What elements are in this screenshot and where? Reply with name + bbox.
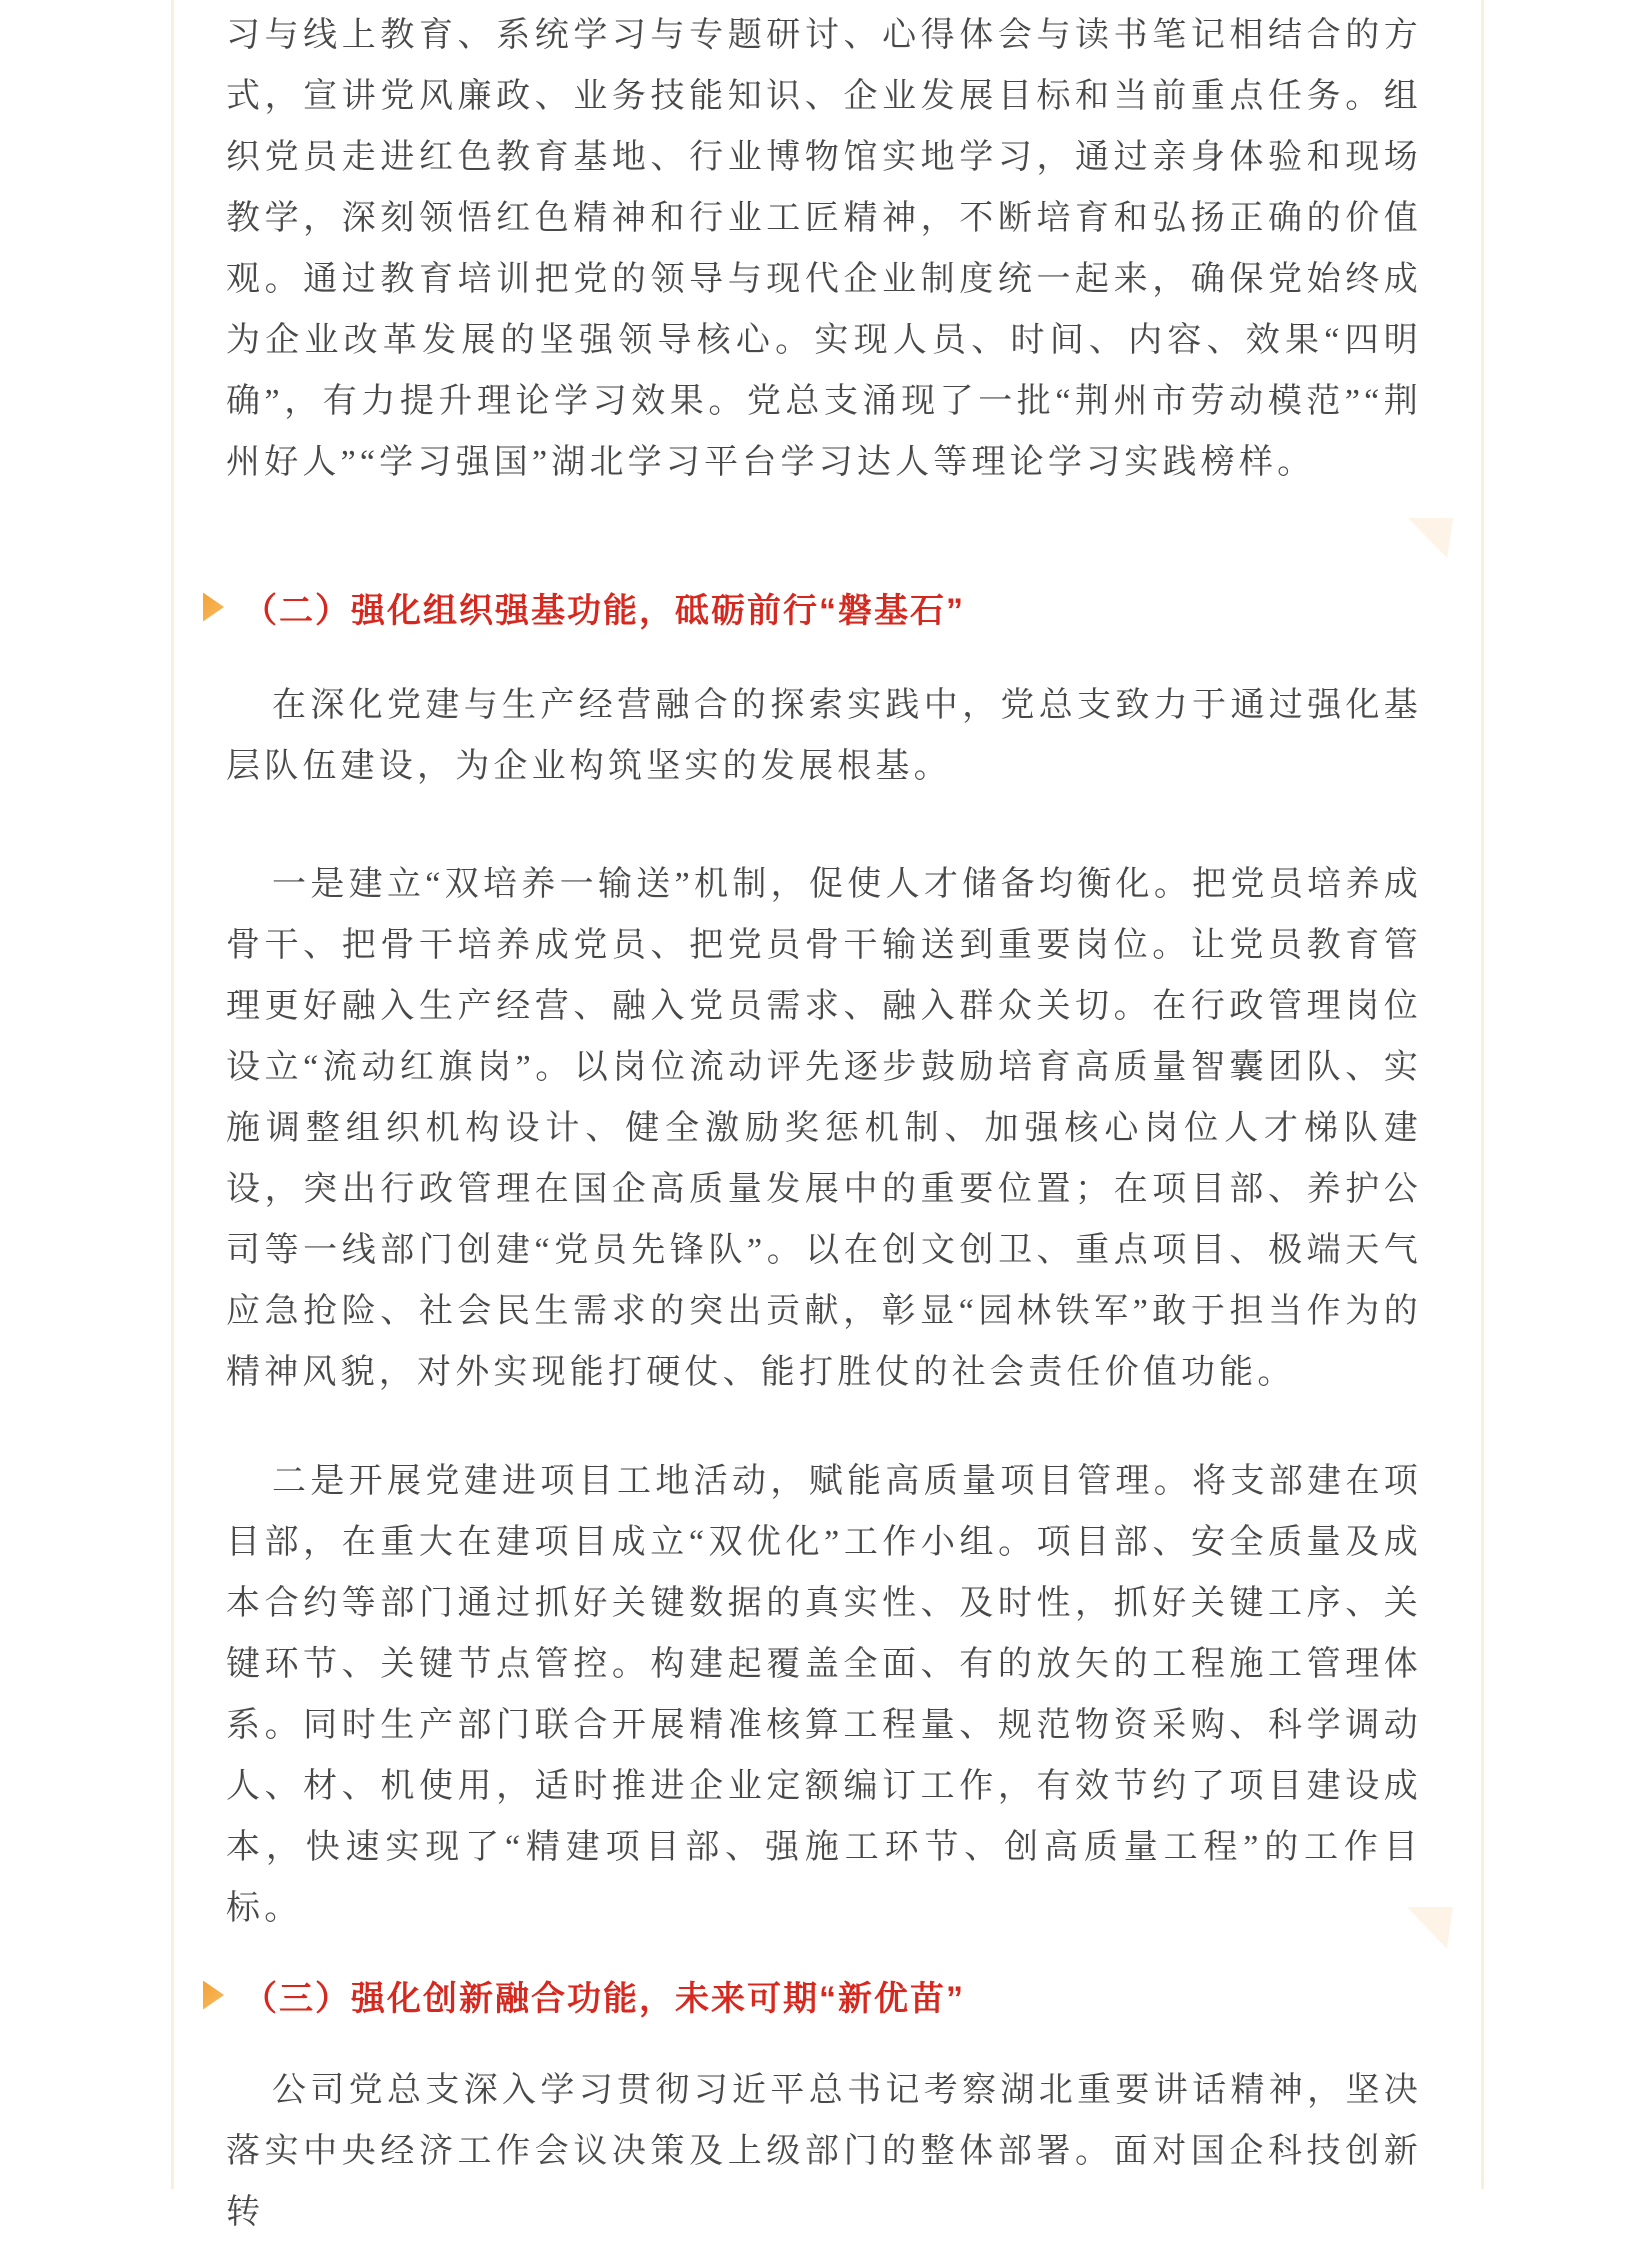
- arrow-right-marker-icon: [203, 593, 224, 622]
- card-left-border: [171, 0, 174, 2189]
- arrow-right-marker-icon: [203, 1981, 224, 2010]
- section-heading-2-text: （二）强化组织强基功能，砥砺前行“磐基石”: [243, 591, 965, 630]
- fold-corner-decoration: [1408, 518, 1453, 558]
- section2-paragraph-2: 一是建立“双培养一输送”机制，促使人才储备均衡化。把党员培养成骨干、把骨干培养成党员、把党员骨干输送到重要岗位。让党员教育管理更好融入生产经营、融入党员需求、融入群众关切。在行政管理岗位设立“流动红旗岗”。以岗位流动评先逐步鼓励培育高质量智囊团队、实施调整组织机构设计、健全激励奖惩机制、加强核心岗位人才梯队建设，突出行政管理在国企高质量发展中的重要位置；在项目部、养护公司等一线部门创建“党员先锋队”。以在创文创卫、重点项目、极端天气应急抢险、社会民生需求的突出贡献，彰显“园林铁军”敢于担当作为的精神风貌，对外实现能打硬仗、能打胜仗的社会责任价值功能。: [226, 866, 1422, 1391]
- card-right-border: [1481, 0, 1484, 2189]
- section-heading-3-text: （三）强化创新融合功能，未来可期“新优苗”: [243, 1979, 965, 2018]
- paragraph-continued-text: 习与线上教育、系统学习与专题研讨、心得体会与读书笔记相结合的方式，宣讲党风廉政、业务技能知识、企业发展目标和当前重点任务。组织党员走进红色教育基地、行业博物馆实地学习，通过亲身体验和现场教学，深刻领悟红色精神和行业工匠精神，不断培育和弘扬正确的价值观。通过教育培训把党的领导与现代企业制度统一起来，确保党始终成为企业改革发展的坚强领导核心。实现人员、时间、内容、效果“四明确”，有力提升理论学习效果。党总支涌现了一批“荆州市劳动模范”“荆州好人”“学习强国”湖北学习平台学习达人等理论学习实践榜样。: [226, 17, 1422, 481]
- section-heading-3: [203, 1972, 965, 2018]
- section-heading-2: [203, 584, 965, 630]
- section2-paragraph-3: 二是开展党建进项目工地活动，赋能高质量项目管理。将支部建在项目部，在重大在建项目成立“双优化”工作小组。项目部、安全质量及成本合约等部门通过抓好关键数据的真实性、及时性，抓好关键工序、关键环节、关键节点管控。构建起覆盖全面、有的放矢的工程施工管理体系。同时生产部门联合开展精准核算工程量、规范物资采购、科学调动人、材、机使用，适时推进企业定额编订工作，有效节约了项目建设成本，快速实现了“精建项目部、强施工环节、创高质量工程”的工作目标。: [226, 1463, 1422, 1927]
- section3-paragraph-1: 公司党总支深入学习贯彻习近平总书记考察湖北重要讲话精神，坚决落实中央经济工作会议决策及上级部门的整体部署。面对国企科技创新转: [226, 2072, 1422, 2231]
- section2-paragraph-1: 在深化党建与生产经营融合的探索实践中，党总支致力于通过强化基层队伍建设，为企业构筑坚实的发展根基。: [226, 687, 1422, 785]
